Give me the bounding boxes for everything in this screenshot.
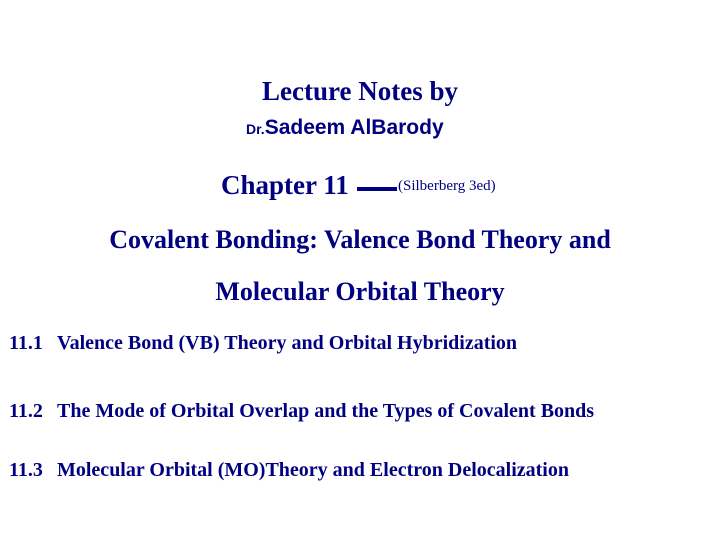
author-prefix: Dr. <box>246 121 265 137</box>
section-title: Molecular Orbital (MO)Theory and Electron Delocalization <box>57 459 569 481</box>
chapter-label: Chapter 11 <box>221 170 349 200</box>
author-name: Sadeem AlBarody <box>264 116 444 139</box>
section-title: The Mode of Orbital Overlap and the Types of Covalent Bonds <box>57 400 595 422</box>
section-item <box>9 459 569 482</box>
chapter-dash-divider <box>357 187 397 191</box>
author-line <box>246 116 444 140</box>
lecture-title-text: Lecture Notes by <box>262 76 458 106</box>
section-number: 11.3 <box>9 459 43 481</box>
section-number: 11.1 <box>9 332 43 354</box>
section-item <box>9 400 594 423</box>
section-number: 11.2 <box>9 400 43 422</box>
chapter-title-line-1: Covalent Bonding: Valence Bond Theory and <box>109 225 611 254</box>
edition-note: (Silberberg 3ed) <box>398 178 496 194</box>
section-title: Valence Bond (VB) Theory and Orbital Hybridization <box>57 332 518 354</box>
lecture-title <box>0 76 720 107</box>
chapter-title-line-2: Molecular Orbital Theory <box>215 277 505 306</box>
section-item <box>9 332 517 355</box>
